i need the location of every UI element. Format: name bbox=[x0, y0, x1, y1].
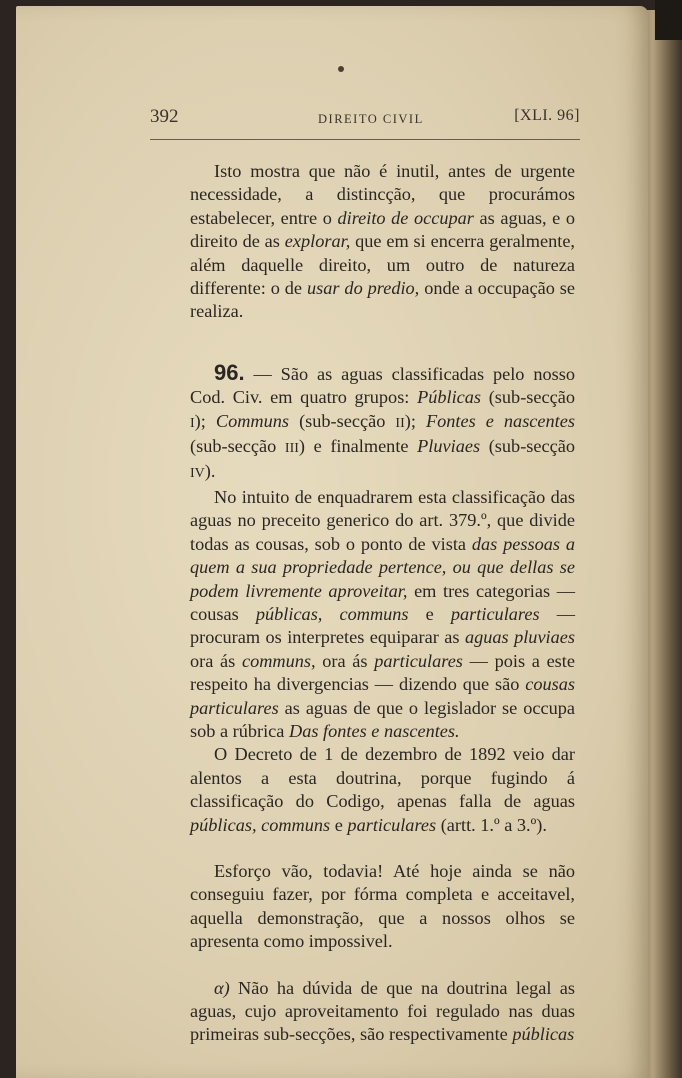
section-reference: [XLI. 96] bbox=[514, 107, 580, 124]
body-text bbox=[190, 160, 575, 1047]
page-number: 392 bbox=[150, 106, 179, 127]
section-number: 96. bbox=[214, 359, 245, 385]
paragraph-4: O Decreto de 1 de dezembro de 1892 veio dar alentos a esta doutrina, porque fugindo á classificação do Codigo, apenas falla de aguas públicas, communs e particulares (artt. 1.º a 3.º). bbox=[190, 744, 575, 835]
paragraph-96: 96. — São as aguas classificadas pelo nosso Cod. Civ. em quatro grupos: Públicas (sub-secção I); Communs (sub-secção II); Fontes e nascentes (sub-secção III) e finalmente Pluviaes (sub-secção IV). bbox=[190, 359, 575, 482]
paragraph-3: No intuito de enquadrarem esta classificação das aguas no preceito generico do art. 379.º, que divide todas as cousas, sob o ponto de vista das pessoas a quem a sua propriedade pertence, ou que dellas se podem livremente aproveitar, em tres categorias — cousas públicas, communs e particulares — procuram os interpretes equiparar as aguas pluviaes ora ás communs, ora ás particulares — pois a este respeito ha divergencias — dizendo que são cousas particulares as aguas de que o legislador se occupa sob a rúbrica Das fontes e nascentes. bbox=[190, 486, 576, 741]
paragraph-1: Isto mostra que não é inutil, antes de urgente necessidade, a distincção, que procurámos estabelecer, entre o direito de occupar as aguas, e o direito de as explorar, que em si encerra geralmente, além daquelle direito, um outro de natureza differente: o de usar do predio, onde a occupação se realiza. bbox=[190, 161, 575, 322]
page-edge-shadow bbox=[655, 0, 682, 40]
ink-speck bbox=[338, 66, 344, 72]
paragraph-5: Esforço vão, todavia! Até hoje ainda se não conseguiu fazer, por fórma completa e acceitavel, aquella demonstração, que a nossos olhos se apresenta como impossivel. bbox=[190, 860, 575, 952]
paragraph-6: α) Não ha dúvida de que na doutrina legal as aguas, cujo aproveitamento foi regulado nas duas primeiras sub-secções, são respectivamente públicas bbox=[190, 977, 575, 1045]
running-header bbox=[150, 106, 580, 132]
header-rule bbox=[150, 139, 580, 140]
running-title: DIREITO CIVIL bbox=[318, 112, 424, 126]
